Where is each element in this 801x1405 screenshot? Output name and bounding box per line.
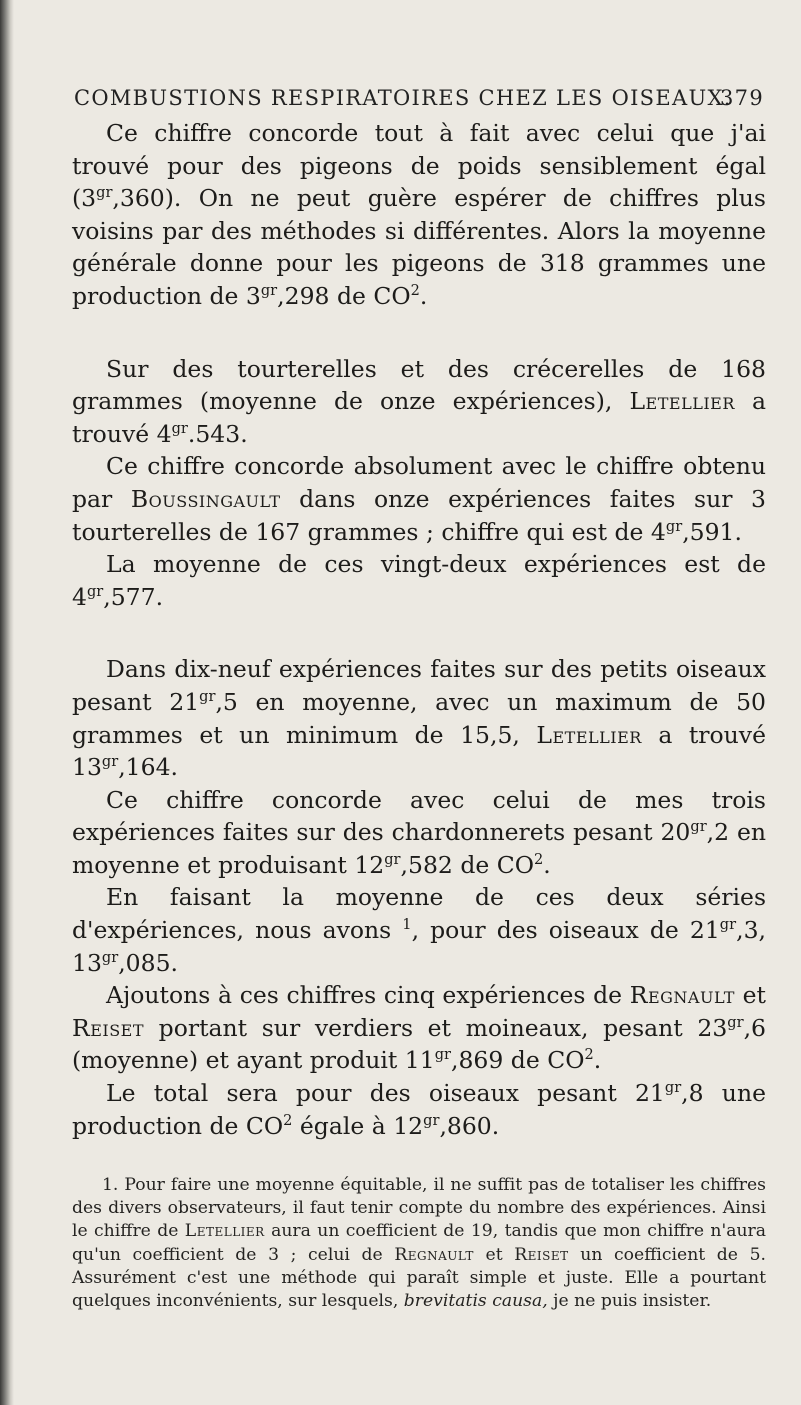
author-boussingault: Boussingault — [130, 484, 281, 513]
paragraph-9: Le total sera pour des oiseaux pesant $21^{gr},8$ une production de $CO^2$ égale à $12^{gr},860$. — [72, 1079, 766, 1140]
footnote-text: 1. Pour faire une moyenne équitable, il ne suffit pas de totaliser les chiffres des divers observateurs, il faut tenir compte du nombre des expériences. Ainsi le chiffre de Letellier aura un coefficient de 19, tandis que mon chiffre n'aura qu'un coefficient de 3 ; celui de Regnault et Reiset un coefficient de 5. Assurément c'est une méthode qui paraît simple et juste. Elle a pourtant quelques inconvénients, sur lesquels, brevitatis causa, je ne puis insister. — [72, 1175, 766, 1312]
running-header — [74, 86, 764, 110]
author-regnault: Regnault — [629, 981, 735, 1010]
latin-phrase: brevitatis causa, — [403, 1291, 548, 1312]
author-reiset: Reiset — [514, 1244, 569, 1265]
binding-shadow — [0, 0, 14, 1405]
footnote-reference: 1 — [402, 916, 412, 934]
paragraph-5: Dans dix-neuf expériences faites sur des petits oiseaux pesant $21^{gr},5$ en moyenne, avec un maximum de 50 grammes et un minimum de 15,5, Letellier a trouvé $13^{gr},164$. — [72, 655, 766, 782]
paragraph-4: La moyenne de ces vingt-deux expériences est de $4^{gr},577$. — [72, 550, 766, 611]
author-letellier: Letellier — [184, 1221, 265, 1242]
paragraph-1: Ce chiffre concorde tout à fait avec celui que j'ai trouvé pour des pigeons de poids sensiblement égal $(3^{gr},360)$. On ne peut guère espérer de chiffres plus voisins par des méthodes si différentes. Alors la moyenne générale donne pour les pigeons de 318 grammes une production de $3^{gr},298$ de $CO^2$. — [72, 119, 766, 310]
running-title: COMBUSTIONS RESPIRATOIRES CHEZ LES OISEAUX. — [74, 86, 732, 110]
page-number: 379 — [720, 86, 764, 110]
paragraph-2: Sur des tourterelles et des crécerelles de 168 grammes (moyenne de onze expériences), Letellier a trouvé $4^{gr}.543$. — [72, 354, 766, 448]
paragraph-6: Ce chiffre concorde avec celui de mes trois expériences faites sur des chardonnerets pesant $20^{gr},2$ en moyenne et produisant $12^{gr},582$ de $CO^2$. — [72, 785, 767, 879]
footnote — [72, 1174, 766, 1313]
paragraph-7: En faisant la moyenne de ces deux séries d'expériences, nous avons $^1$, pour des oiseaux de $21^{gr},3$, $13^{gr},085$. — [72, 883, 766, 977]
main-text — [72, 117, 766, 1142]
author-letellier: Letellier — [629, 387, 735, 416]
author-reiset: Reiset — [72, 1013, 145, 1042]
paragraph-3: Ce chiffre concorde absolument avec le chiffre obtenu par Boussingault dans onze expériences faites sur 3 tourterelles de 167 grammes ; chiffre qui est de $4^{gr},591$. — [72, 452, 766, 546]
paragraph-8: Ajoutons à ces chiffres cinq expériences de Regnault et Reiset portant sur verdiers et moineaux, pesant $23^{gr},6$ (moyenne) et ayant produit $11^{gr},869$ de $CO^2$. — [72, 981, 766, 1075]
author-letellier: Letellier — [536, 720, 642, 749]
author-regnault: Regnault — [394, 1244, 474, 1265]
